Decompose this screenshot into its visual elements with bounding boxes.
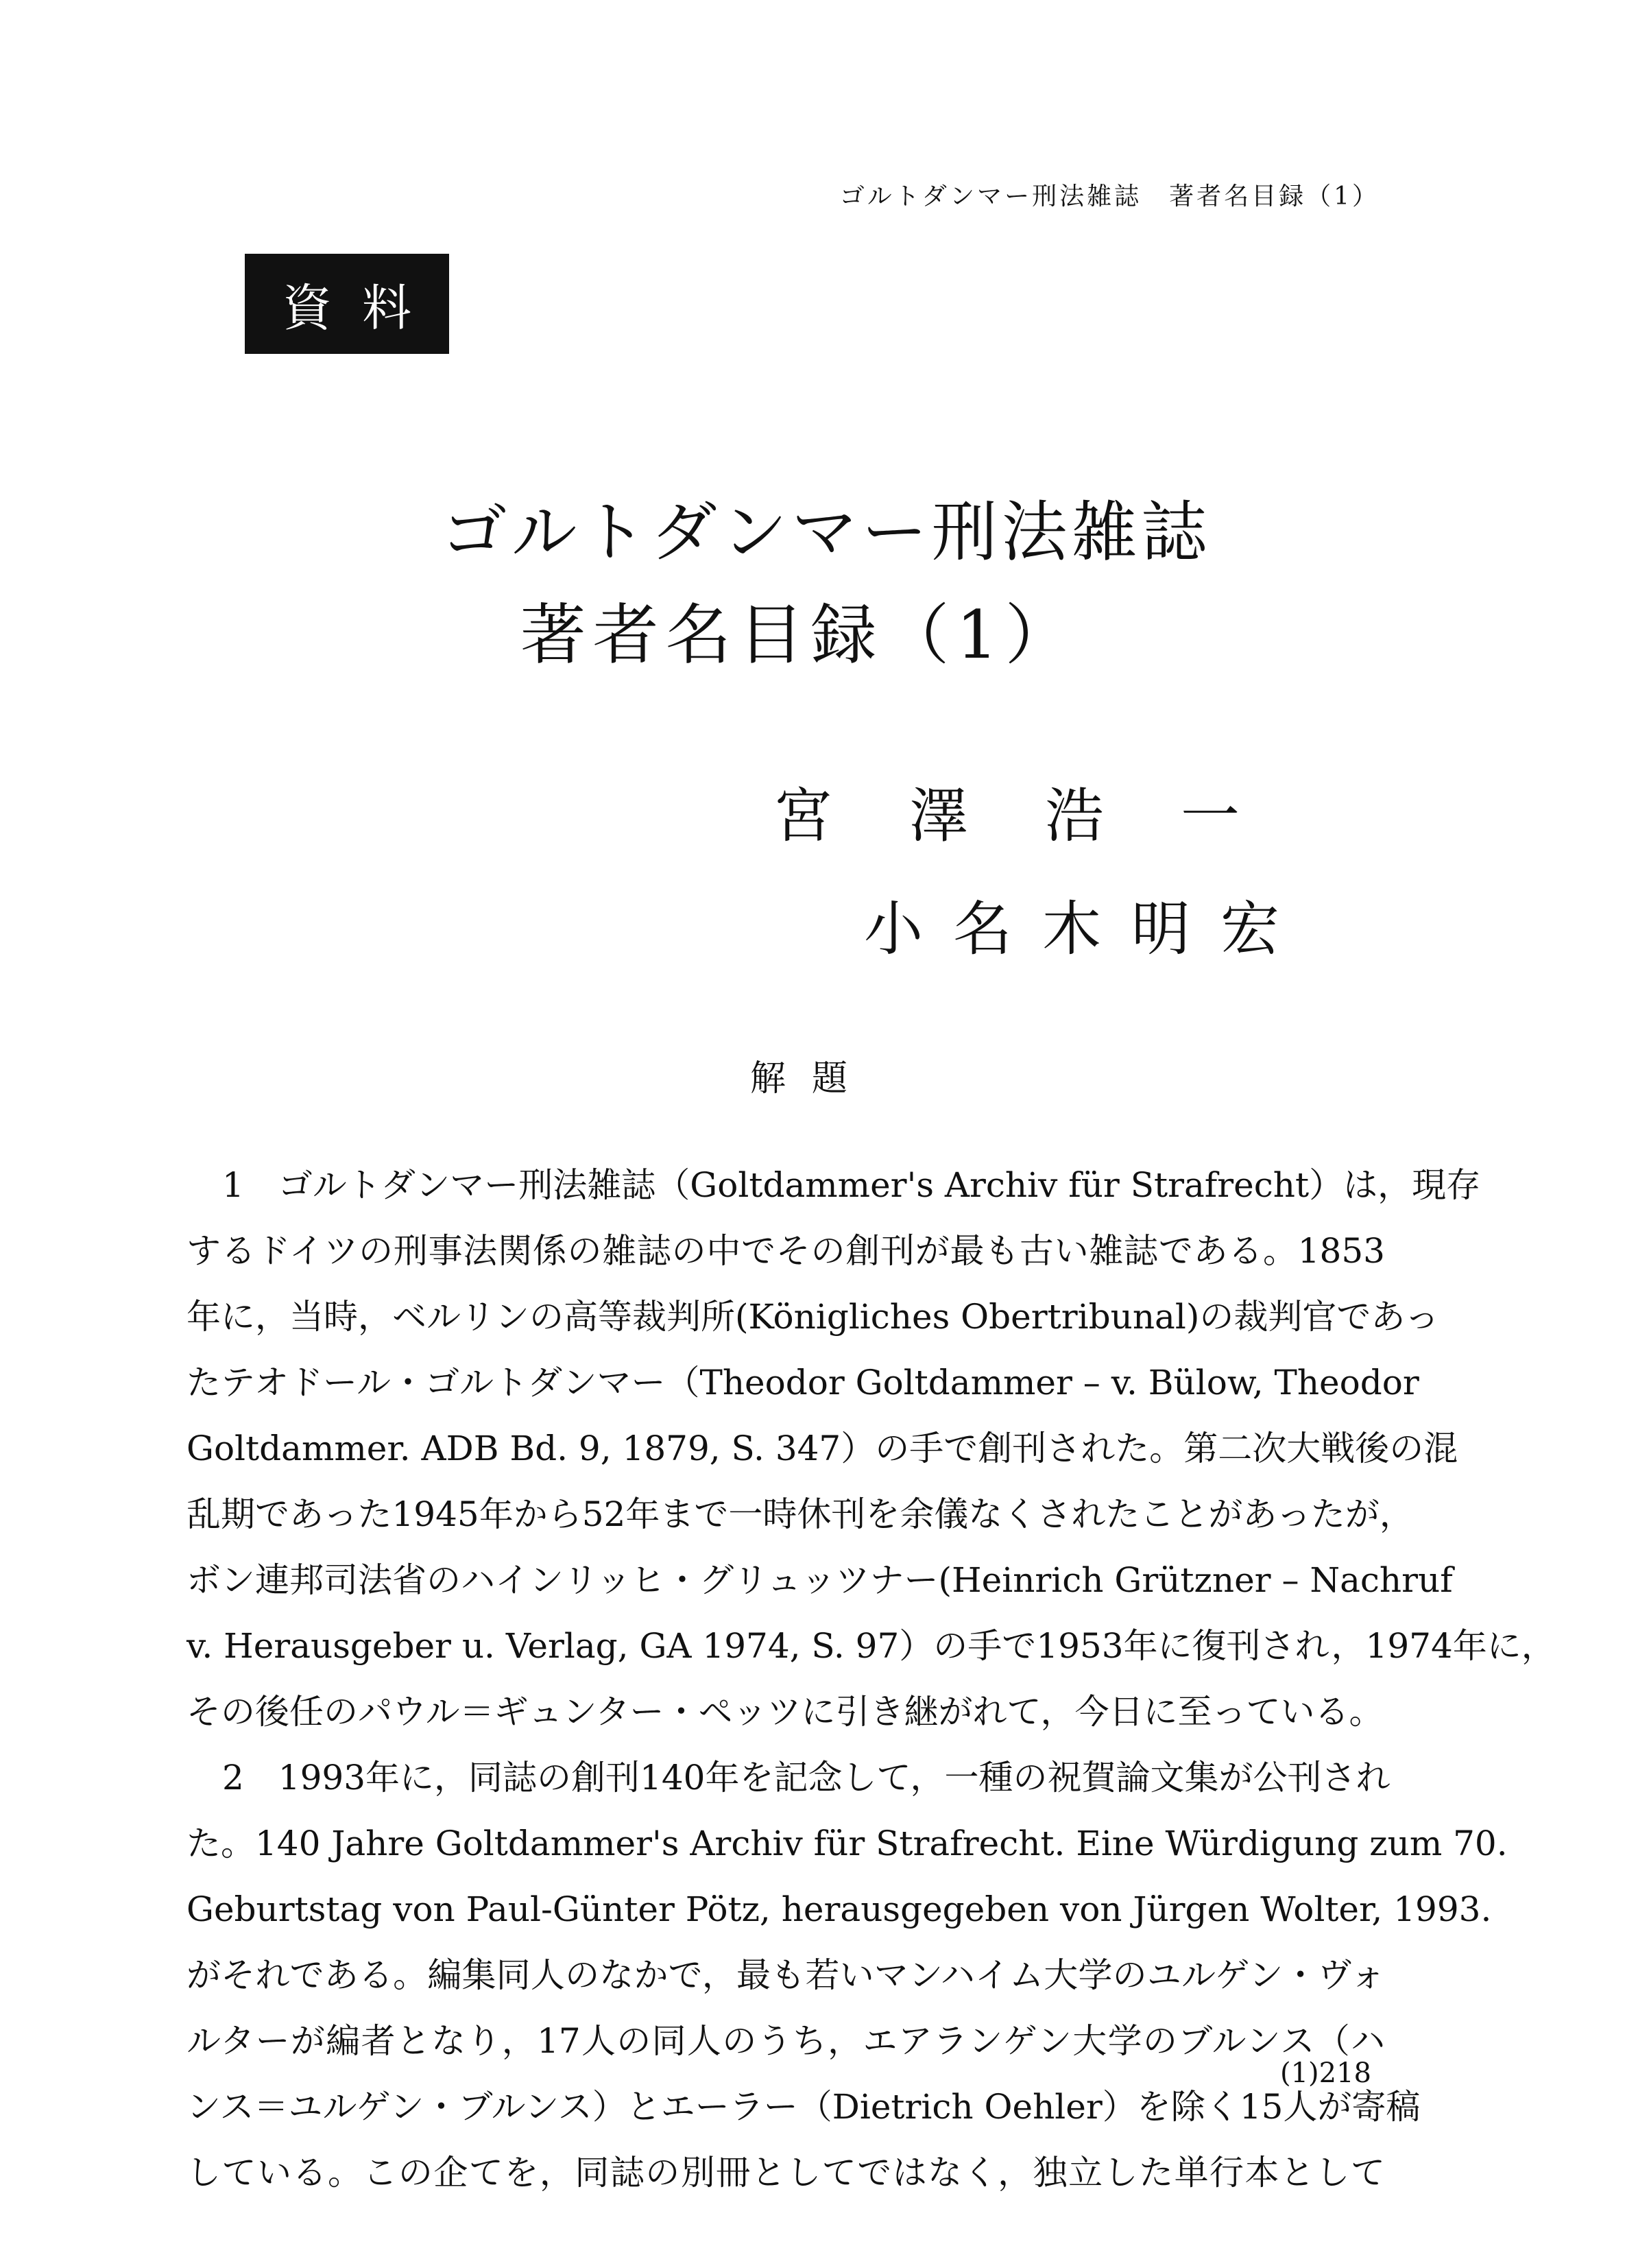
section-heading: 解題: [749, 1058, 874, 1099]
body-line: Goltdammer. ADB Bd. 9, 1879, S. 347）の手で創刊された。第二次大戦後の混: [186, 1429, 1458, 1468]
body-line: 乱期であった1945年から52年まで一時休刊を余儀なくされたことがあったが，: [186, 1494, 1414, 1534]
body-line: している。この企てを，同誌の別冊としてではなく，独立した単行本として: [186, 2153, 1385, 2193]
body-line: v. Herausgeber u. Verlag, GA 1974, S. 97）の手で1953年に復刊され，1974年に，: [186, 1626, 1556, 1666]
section-label: 資料: [245, 254, 449, 354]
running-head: ゴルトダンマー刑法雑誌 著者名目録（1）: [839, 182, 1380, 211]
body-line: するドイツの刑事法関係の雑誌の中でその創刊が最も古い雑誌である。1853: [186, 1231, 1385, 1271]
body-line: ボン連邦司法省のハインリッヒ・グリュッツナー(Heinrich Grützner – Nachruf: [186, 1560, 1453, 1600]
title-line-2: 著者名目録（1）: [520, 597, 1078, 673]
body-line: た。140 Jahre Goltdammer's Archiv für Strafrecht. Eine Würdigung zum 70.: [186, 1824, 1508, 1863]
body-line: 年に，当時，ベルリンの高等裁判所(Königliches Obertribunal)の裁判官であっ: [186, 1297, 1439, 1337]
author-name: 小名木明宏: [864, 895, 1310, 964]
body-line: 1 ゴルトダンマー刑法雑誌（Goltdammer's Archiv für Strafrecht）は，現存: [222, 1165, 1481, 1205]
title-line-1: ゴルトダンマー刑法雑誌: [441, 494, 1212, 571]
body-line: Geburtstag von Paul-Günter Pötz, herausgegeben von Jürgen Wolter, 1993.: [186, 1889, 1492, 1929]
page-number: (1)218: [1279, 2057, 1371, 2089]
author-name: 宮澤浩一: [773, 782, 1316, 850]
body-line: たテオドール・ゴルトダンマー（Theodor Goltdammer – v. Bülow, Theodor: [186, 1363, 1419, 1402]
body-line: ンス＝ユルゲン・ブルンス）とエーラー（Dietrich Oehler）を除く15人が寄稿: [186, 2087, 1421, 2127]
body-line: 2 1993年に，同誌の創刊140年を記念して，一種の祝賀論文集が公刊され: [222, 1758, 1391, 1798]
body-line: その後任のパウル＝ギュンター・ペッツに引き継がれて，今日に至っている。: [186, 1692, 1384, 1732]
body-line: ルターが編者となり，17人の同人のうち，エアランゲン大学のブルンス（ハ: [186, 2021, 1385, 2061]
body-text: [186, 1152, 1556, 2206]
body-line: がそれである。編集同人のなかで，最も若いマンハイム大学のユルゲン・ヴォ: [186, 1955, 1385, 1995]
